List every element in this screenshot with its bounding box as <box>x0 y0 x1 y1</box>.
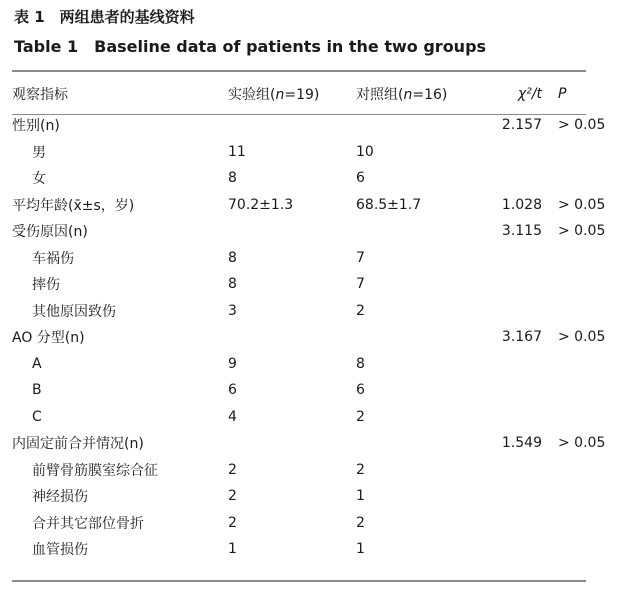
table-row <box>12 377 618 404</box>
bottom-rule <box>12 580 586 582</box>
table-row <box>12 430 618 457</box>
top-rule <box>12 70 586 72</box>
row-label: 其他原因致伤 <box>32 303 116 320</box>
cell-p-value <box>546 139 618 166</box>
row-label: 平均年龄(x̄±s，岁) <box>12 197 135 214</box>
cell-p-value <box>546 404 618 431</box>
cell-control: 8 <box>356 355 365 372</box>
header-experimental-pre: 实验组( <box>228 87 276 103</box>
cell-statistic <box>482 377 546 404</box>
cell-statistic <box>482 457 546 484</box>
cell-control: 1 <box>356 488 365 505</box>
row-label: A <box>32 355 42 372</box>
row-label: 血管损伤 <box>32 542 88 559</box>
cell-statistic: 1.028 <box>501 196 542 213</box>
table-row <box>12 298 618 325</box>
cell-experimental: 70.2±1.3 <box>228 196 294 213</box>
table-row <box>12 483 618 510</box>
cell-experimental: 3 <box>228 302 237 319</box>
row-label: 男 <box>32 144 46 161</box>
header-p-value <box>546 76 618 112</box>
table-row <box>12 536 618 563</box>
cell-p-value: > 0.05 <box>558 435 606 452</box>
cell-p-value <box>546 377 618 404</box>
cell-p-value <box>546 536 618 563</box>
row-label: AO 分型(n) <box>12 330 85 347</box>
cell-statistic <box>482 536 546 563</box>
table-body <box>12 112 618 563</box>
cell-p-value <box>546 245 618 272</box>
cell-experimental: 4 <box>228 408 237 425</box>
cell-statistic <box>482 298 546 325</box>
cell-experimental: 8 <box>228 170 237 187</box>
cell-p-value <box>546 510 618 537</box>
cell-control: 2 <box>356 408 365 425</box>
table-caption-en: Table 1 Baseline data of patients in the two groups <box>14 37 487 56</box>
row-label: 内固定前合并情况(n) <box>12 436 144 453</box>
table-row <box>12 245 618 272</box>
cell-control: 6 <box>356 170 365 187</box>
cell-experimental <box>228 218 356 245</box>
cell-statistic <box>482 351 546 378</box>
header-control-pre: 对照组( <box>356 87 404 103</box>
row-label: C <box>32 408 42 425</box>
header-experimental-post: =19) <box>284 87 320 103</box>
header-control-post: =16) <box>412 87 448 103</box>
header-statistic <box>482 76 546 112</box>
cell-p-value: > 0.05 <box>558 223 606 240</box>
cell-statistic: 2.157 <box>501 117 542 134</box>
header-control <box>356 76 482 112</box>
cell-statistic <box>482 510 546 537</box>
header-experimental <box>228 76 356 112</box>
cell-p-value: > 0.05 <box>558 329 606 346</box>
cell-p-value <box>546 483 618 510</box>
cell-control: 2 <box>356 514 365 531</box>
cell-statistic: 3.115 <box>501 223 542 240</box>
cell-statistic <box>482 404 546 431</box>
table-row <box>12 510 618 537</box>
cell-control <box>356 430 482 457</box>
cell-experimental <box>228 430 356 457</box>
cell-statistic <box>482 245 546 272</box>
table-row <box>12 192 618 219</box>
cell-experimental: 2 <box>228 488 237 505</box>
row-label: 女 <box>32 171 46 188</box>
cell-statistic <box>482 483 546 510</box>
row-label: 前臂骨筋膜室综合征 <box>32 462 158 479</box>
cell-experimental: 6 <box>228 382 237 399</box>
table-row <box>12 351 618 378</box>
cell-p-value <box>546 165 618 192</box>
cell-experimental: 2 <box>228 514 237 531</box>
table-row <box>12 112 618 139</box>
cell-p-value <box>546 351 618 378</box>
cell-p-value: > 0.05 <box>558 117 606 134</box>
table-row <box>12 139 618 166</box>
header-statistic-text: χ²/t <box>517 86 542 102</box>
table-caption-cn: 表 1 两组患者的基线资料 <box>14 8 195 26</box>
cell-statistic <box>482 139 546 166</box>
cell-control: 10 <box>356 143 374 160</box>
cell-control: 6 <box>356 382 365 399</box>
header-experimental-n: n <box>275 87 285 103</box>
cell-p-value: > 0.05 <box>558 196 606 213</box>
cell-experimental <box>228 324 356 351</box>
cell-control <box>356 112 482 139</box>
row-label: 摔伤 <box>32 277 60 294</box>
cell-control: 7 <box>356 276 365 293</box>
cell-p-value <box>546 457 618 484</box>
baseline-table <box>12 76 618 563</box>
row-label: B <box>32 382 42 399</box>
cell-p-value <box>546 271 618 298</box>
cell-control: 2 <box>356 302 365 319</box>
table-row <box>12 324 618 351</box>
cell-statistic: 1.549 <box>501 435 542 452</box>
cell-control <box>356 324 482 351</box>
table-row <box>12 218 618 245</box>
cell-control: 2 <box>356 461 365 478</box>
cell-control: 1 <box>356 541 365 558</box>
cell-experimental: 9 <box>228 355 237 372</box>
header-p-text: P <box>558 86 567 102</box>
row-label: 神经损伤 <box>32 489 88 506</box>
cell-experimental: 1 <box>228 541 237 558</box>
header-control-n: n <box>403 87 413 103</box>
cell-experimental: 2 <box>228 461 237 478</box>
cell-experimental: 8 <box>228 249 237 266</box>
cell-statistic <box>482 165 546 192</box>
table-row <box>12 271 618 298</box>
row-label: 性别(n) <box>12 118 60 135</box>
row-label: 合并其它部位骨折 <box>32 515 144 532</box>
cell-statistic <box>482 271 546 298</box>
table-row <box>12 404 618 431</box>
cell-p-value <box>546 298 618 325</box>
cell-experimental <box>228 112 356 139</box>
header-indicator: 观察指标 <box>12 87 68 103</box>
header-row <box>12 76 618 112</box>
table-row <box>12 457 618 484</box>
cell-control: 7 <box>356 249 365 266</box>
cell-control <box>356 218 482 245</box>
cell-control: 68.5±1.7 <box>356 196 422 213</box>
row-label: 受伤原因(n) <box>12 224 88 241</box>
cell-experimental: 11 <box>228 143 246 160</box>
cell-statistic: 3.167 <box>501 329 542 346</box>
cell-experimental: 8 <box>228 276 237 293</box>
table-row <box>12 165 618 192</box>
row-label: 车祸伤 <box>32 250 74 267</box>
